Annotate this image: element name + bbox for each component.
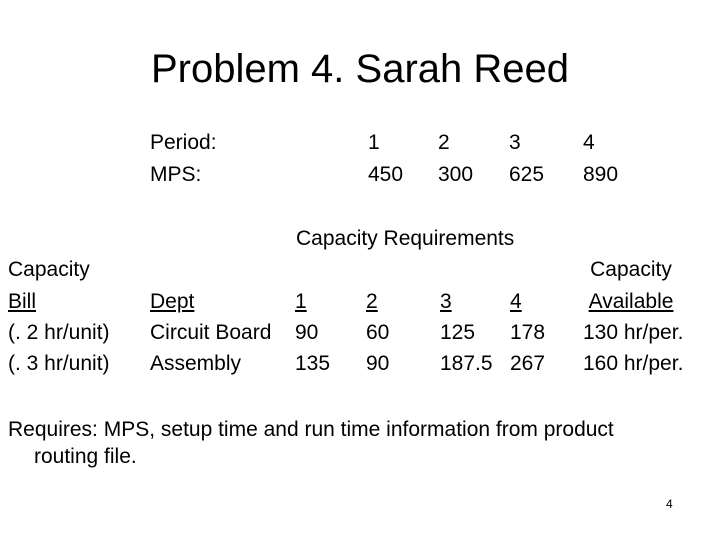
cell-assembly-1: 135 xyxy=(295,352,331,375)
period-4: 4 xyxy=(583,131,595,154)
available-circuit-board: 130 hr/per. xyxy=(583,321,684,344)
period-3: 3 xyxy=(509,131,521,154)
cell-assembly-2: 90 xyxy=(366,352,390,375)
cell-circuit-board-2: 60 xyxy=(366,321,390,344)
rate-circuit-board: (. 2 hr/unit) xyxy=(8,321,110,344)
dept-header: Dept xyxy=(150,290,195,313)
available-assembly: 160 hr/per. xyxy=(583,352,684,375)
mps-value-4: 890 xyxy=(583,163,619,186)
row-label-assembly: Assembly xyxy=(150,352,242,375)
row-label-circuit-board: Circuit Board xyxy=(150,321,272,344)
page-number: 4 xyxy=(666,497,673,511)
slide-title: Problem 4. Sarah Reed xyxy=(150,47,569,91)
cell-circuit-board-3: 125 xyxy=(440,321,476,344)
col-header-2: 2 xyxy=(366,290,378,313)
cell-circuit-board-4: 178 xyxy=(510,321,546,344)
mps-value-3: 625 xyxy=(509,163,545,186)
mps-label: MPS: xyxy=(150,163,202,186)
col-header-4: 4 xyxy=(510,290,522,313)
col-header-1: 1 xyxy=(295,290,307,313)
period-2: 2 xyxy=(438,131,450,154)
capacity-requirements-heading: Capacity Requirements xyxy=(296,227,515,250)
capacity-bill-label-1: Capacity xyxy=(8,258,90,281)
rate-assembly: (. 3 hr/unit) xyxy=(8,352,110,375)
cell-circuit-board-1: 90 xyxy=(295,321,319,344)
mps-value-1: 450 xyxy=(368,163,404,186)
period-1: 1 xyxy=(368,131,380,154)
cell-assembly-4: 267 xyxy=(510,352,546,375)
requires-note-line-2: routing file. xyxy=(34,445,137,468)
capacity-bill-label-2: Bill xyxy=(8,290,37,313)
requires-note-line-1: Requires: MPS, setup time and run time information from product xyxy=(8,418,614,441)
cell-assembly-3: 187.5 xyxy=(440,352,493,375)
col-header-3: 3 xyxy=(440,290,452,313)
available-label-1: Capacity xyxy=(590,258,672,281)
period-label: Period: xyxy=(150,131,217,154)
available-label-2: Available xyxy=(588,290,674,313)
mps-value-2: 300 xyxy=(438,163,474,186)
